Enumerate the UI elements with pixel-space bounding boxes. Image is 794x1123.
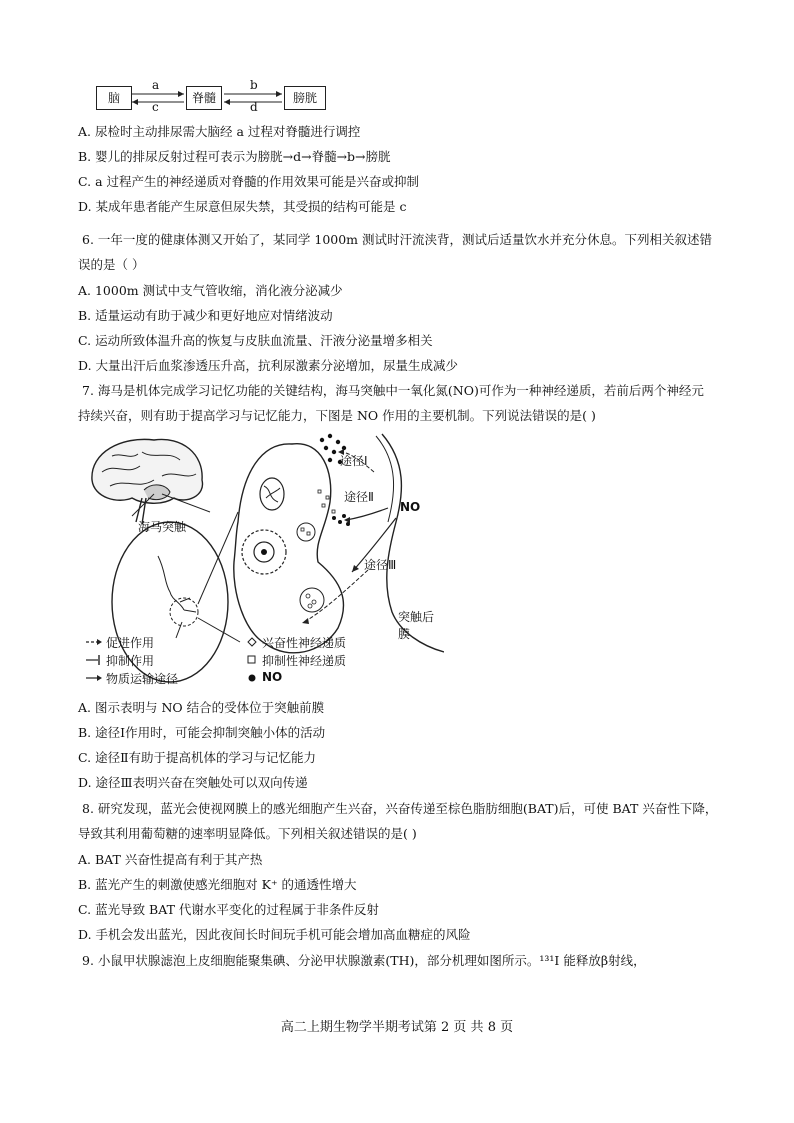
q5-option-b: B. 婴儿的排尿反射过程可表示为膀胱→d→脊髓→b→膀胱 <box>78 149 391 164</box>
q8-option-d: D. 手机会发出蓝光，因此夜间长时间玩手机可能会增加高血糖症的风险 <box>78 927 471 942</box>
q5-option-d: D. 某成年患者能产生尿意但尿失禁，其受损的结构可能是 c <box>78 199 407 214</box>
q7-option-b: B. 途径Ⅰ作用时，可能会抑制突触小体的活动 <box>78 725 326 740</box>
page-footer: 高二上期生物学半期考试第 2 页 共 8 页 <box>280 1020 514 1035</box>
q6-stem-line2: 误的是（ ） <box>78 257 145 272</box>
q9-stem-line1: 9. 小鼠甲状腺滤泡上皮细胞能聚集碘、分泌甲状腺激素(TH)，部分机理如图所示。¹³¹I 能释放β射线， <box>82 953 646 968</box>
legend-inhibit: 抑制作用 <box>106 654 155 668</box>
q6-stem-line1: 6. 一年一度的健康体测又开始了，某同学 1000m 测试时汗流浃背，测试后适量饮水并充分休息。下列相关叙述错 <box>82 232 713 247</box>
q8-option-c: C. 蓝光导致 BAT 代谢水平变化的过程属于非条件反射 <box>78 902 379 917</box>
q8-option-b: B. 蓝光产生的刺激使感光细胞对 K⁺ 的通透性增大 <box>78 877 357 892</box>
legend-transport: 物质运输途径 <box>106 672 179 686</box>
arrow-b-label: b <box>250 78 258 92</box>
q5-option-a: A. 尿检时主动排尿需大脑经 a 过程对脊髓进行调控 <box>78 124 361 139</box>
legend-inhibitory: 抑制性神经递质 <box>262 654 347 668</box>
pathway-3-label: 途径Ⅲ <box>364 558 397 572</box>
q7-option-d: D. 途径Ⅲ表明兴奋在突触处可以双向传递 <box>78 775 308 790</box>
q8-stem-line2: 导致其利用葡萄糖的速率明显降低。下列相关叙述错误的是( ) <box>78 826 417 841</box>
q7-option-a: A. 图示表明与 NO 结合的受体位于突触前膜 <box>78 700 325 715</box>
no-mechanism-figure <box>82 432 444 688</box>
q7-option-c: C. 途径Ⅱ有助于提高机体的学习与记忆能力 <box>78 750 317 765</box>
q7-stem-line2: 持续兴奋，则有助于提高学习与记忆能力，下图是 NO 作用的主要机制。下列说法错误的是( ) <box>78 408 596 423</box>
no-label: NO <box>400 500 421 514</box>
legend-promote: 促进作用 <box>106 636 155 650</box>
q6-option-b: B. 适量运动有助于减少和更好地应对情绪波动 <box>78 308 333 323</box>
arrow-d-label: d <box>250 100 258 114</box>
postsynaptic-membrane-label: 突触后膜 <box>398 610 435 641</box>
bladder-box: 膀胱 <box>284 86 326 110</box>
legend-excitatory: 兴奋性神经递质 <box>262 636 347 650</box>
pathway-1-label: 途径Ⅰ <box>340 454 368 468</box>
q8-option-a: A. BAT 兴奋性提高有利于其产热 <box>78 852 263 867</box>
q6-option-d: D. 大量出汗后血浆渗透压升高，抗利尿激素分泌增加，尿量生成减少 <box>78 358 459 373</box>
arrow-c-label: c <box>152 100 159 114</box>
arrow-a-label: a <box>152 78 160 92</box>
brain-box: 脑 <box>96 86 132 110</box>
reflex-arrows <box>82 78 342 118</box>
q6-option-a: A. 1000m 测试中支气管收缩，消化液分泌减少 <box>78 283 343 298</box>
reflex-diagram <box>82 78 342 118</box>
pathway-2-label: 途径Ⅱ <box>344 490 374 504</box>
q6-option-c: C. 运动所致体温升高的恢复与皮肤血流量、汗液分泌量增多相关 <box>78 333 433 348</box>
q7-stem-line1: 7. 海马是机体完成学习记忆功能的关键结构，海马突触中一氧化氮(NO)可作为一种神经递质，若前后两个神经元 <box>82 383 704 398</box>
legend-no: NO <box>262 670 283 684</box>
hippocampus-synapse-label: 海马突触 <box>138 520 187 534</box>
q5-option-c: C. a 过程产生的神经递质对脊髓的作用效果可能是兴奋或抑制 <box>78 174 419 189</box>
spinal-cord-box: 脊髓 <box>186 86 222 110</box>
q8-stem-line1: 8. 研究发现，蓝光会使视网膜上的感光细胞产生兴奋，兴奋传递至棕色脂肪细胞(BAT)后，可使 BAT 兴奋性下降， <box>82 801 718 816</box>
